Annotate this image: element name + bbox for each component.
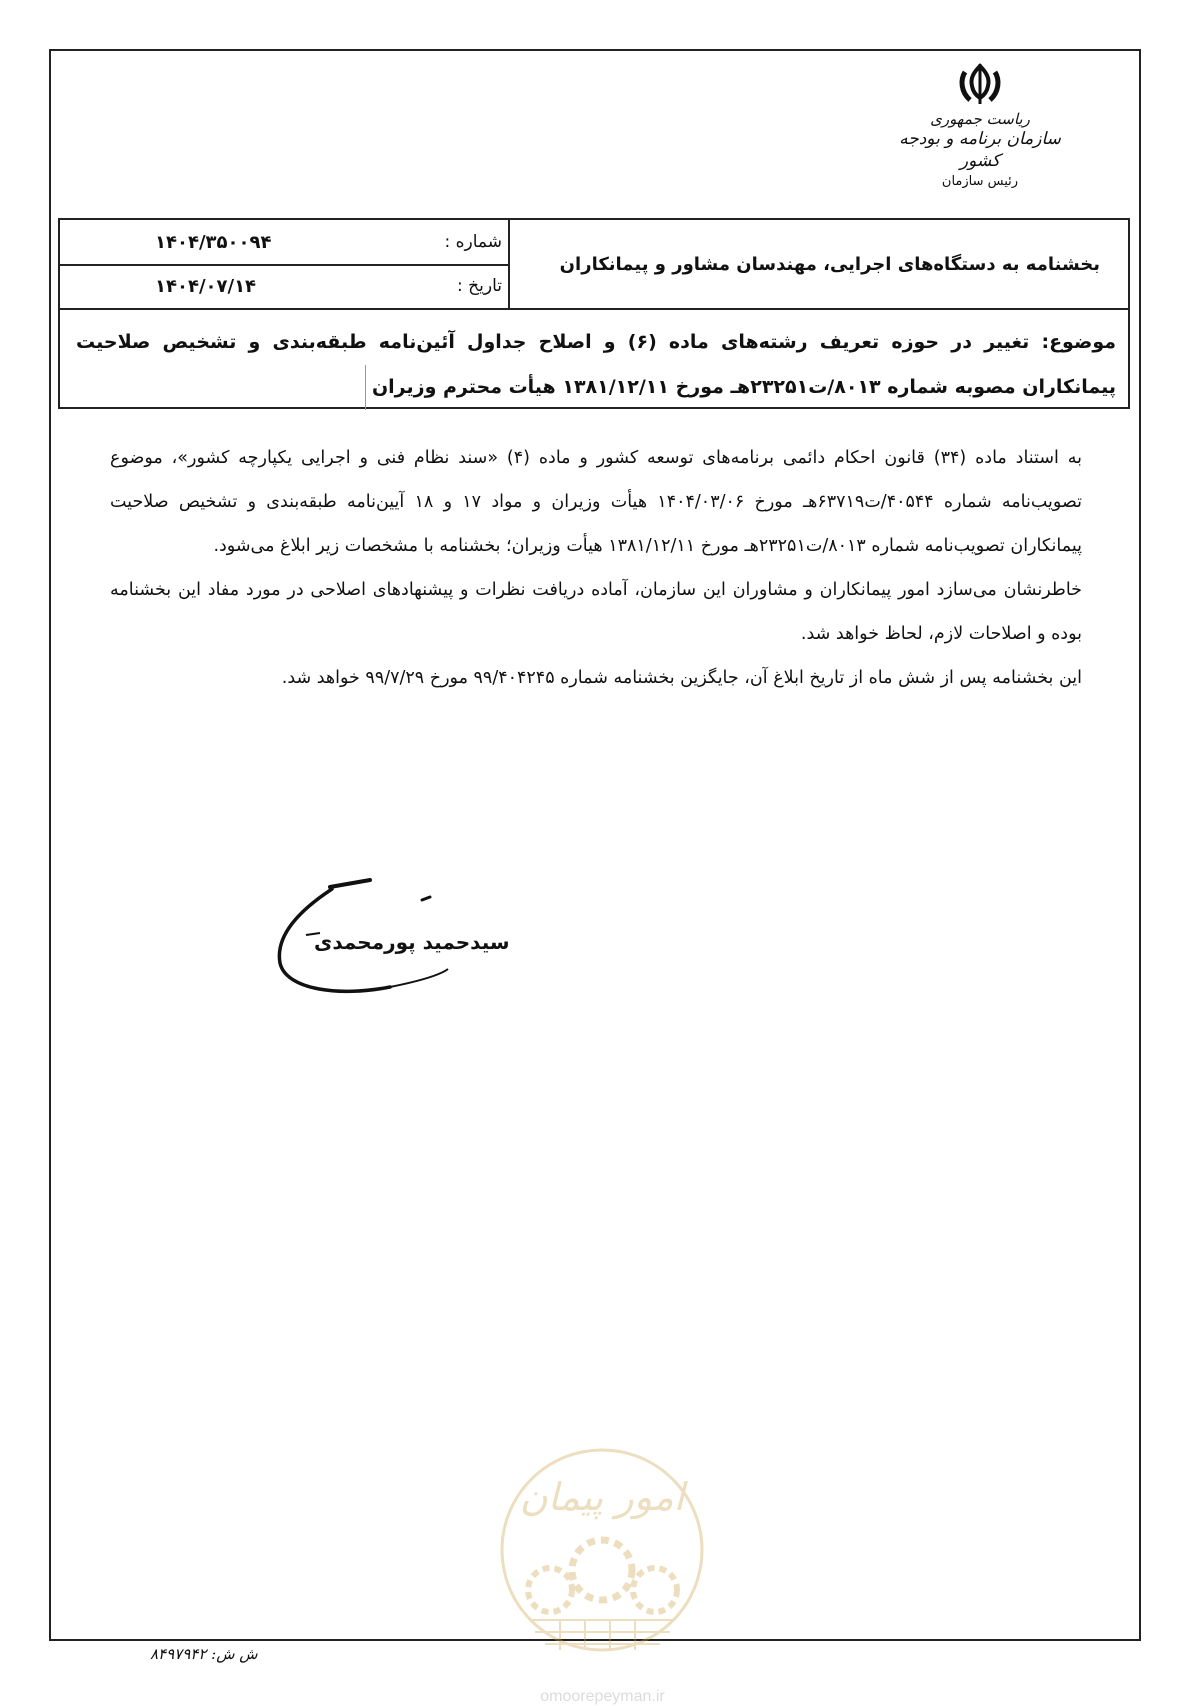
body-paragraph-2: خاطرنشان می‌سازد امور پیمانکاران و مشاوران این سازمان، آماده دریافت نظرات و پیشنهادهای اصلاحی در مورد مفاد این بخشنامه بوده و اصلاحات لازم، لحاظ خواهد شد. xyxy=(110,580,1082,644)
subject-block xyxy=(60,308,1128,409)
date-value: ۱۴۰۴/۰۷/۱۴ xyxy=(155,275,257,297)
emblem-organization: سازمان برنامه و بودجه کشور xyxy=(899,129,1061,171)
subject-line-1: موضوع: تغییر در حوزه تعریف رشته‌های ماده (۶) و اصلاح جداول آئین‌نامه طبقه‌بندی و تشخیص صلاحیت xyxy=(76,331,1117,353)
body-paragraph-1: به استناد ماده (۳۴) قانون احکام دائمی برنامه‌های توسعه کشور و ماده (۴) «سند نظام فنی و اجرایی یکپارچه کشور»، موضوع تصویب‌نامه شماره ۴۰۵۴۴/ت۶۳۷۱۹هـ مورخ ۱۴۰۴/۰۳/۰۶ هیأت وزیران و مواد ۱۷ و ۱۸ آیین‌نامه طبقه‌بندی و تشخیص صلاحیت پیمانکاران تصویب‌نامه شماره ۸۰۱۳/ت۲۳۲۵۱هـ مورخ ۱۳۸۱/۱۲/۱۱ هیأت وزیران؛ بخشنامه با مشخصات زیر ابلاغ می‌شود. xyxy=(110,448,1083,556)
letter-body xyxy=(110,436,1082,700)
recipient-title: بخشنامه به دستگاه‌های اجرایی، مهندسان مشاور و پیمانکاران xyxy=(508,220,1128,308)
date-row xyxy=(60,264,510,308)
watermark-logo xyxy=(490,1440,715,1705)
svg-text:امور پیمان: امور پیمان xyxy=(519,1475,685,1519)
footer-serial: ش ش: ۸۴۹۷۹۴۲ xyxy=(150,1645,258,1663)
number-row xyxy=(60,220,510,266)
body-paragraph-3: این بخشنامه پس از شش ماه از تاریخ ابلاغ آن، جایگزین بخشنامه شماره ۹۹/۴۰۴۲۴۵ مورخ ۹۹/۷/۲۹ خواهد شد. xyxy=(281,668,1082,688)
signature-block xyxy=(270,875,530,1000)
letter-header-table xyxy=(58,218,1130,409)
letterhead-emblem xyxy=(895,62,1065,212)
signatory-name: سیدحمید پورمحمدی xyxy=(314,930,510,954)
watermark-seal-icon xyxy=(490,1440,715,1680)
number-value: ۱۴۰۴/۳۵۰۰۹۴ xyxy=(155,231,272,253)
iran-emblem-icon xyxy=(957,62,1003,108)
watermark-url: omoorepeyman.ir xyxy=(540,1688,665,1705)
number-label: شماره : xyxy=(444,232,502,252)
subject-line-2: پیمانکاران مصوبه شماره ۸۰۱۳/ت۲۳۲۵۱هـ مورخ ۱۳۸۱/۱۲/۱۱ هیأت محترم وزیران xyxy=(365,365,1116,410)
emblem-head: رئیس سازمان xyxy=(941,174,1019,189)
letter-meta xyxy=(60,220,510,308)
emblem-presidency: ریاست جمهوری xyxy=(930,110,1030,128)
date-label: تاریخ : xyxy=(457,276,502,296)
